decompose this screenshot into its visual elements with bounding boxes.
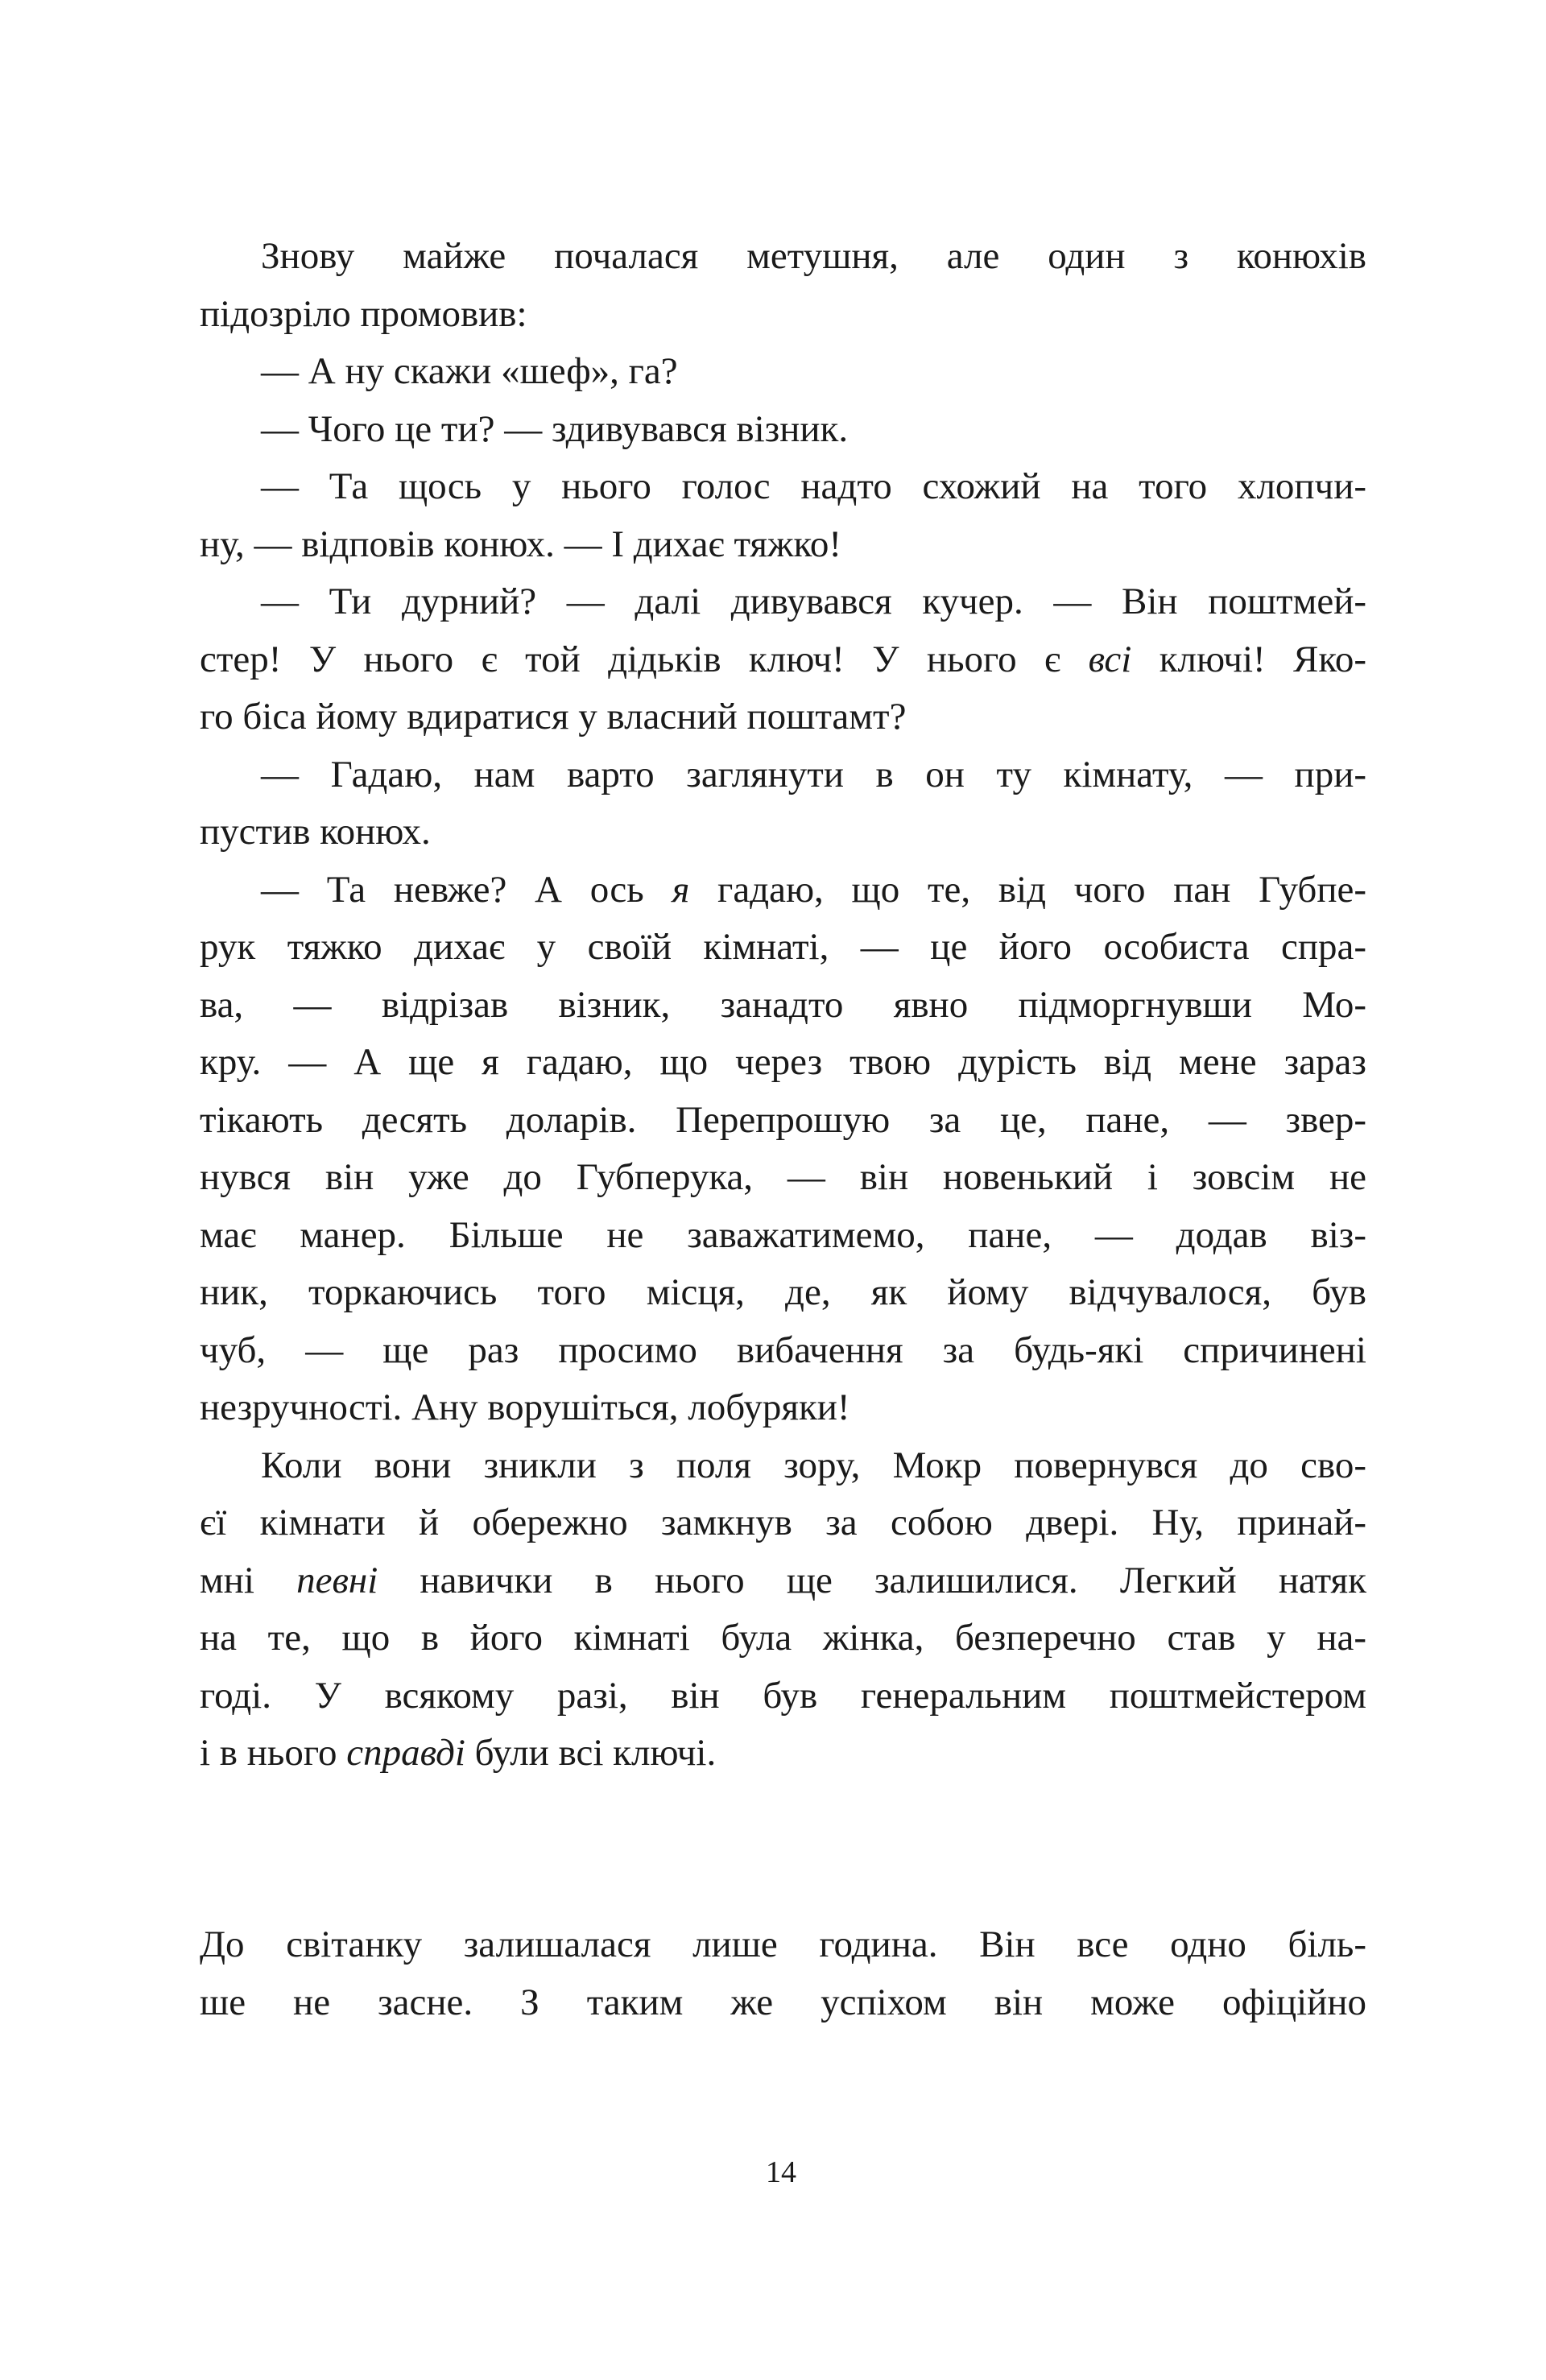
text-segment: рук тяжко дихає у своїй кімнаті, — це його особиста спра- — [200, 926, 1366, 968]
text-line — [200, 977, 1366, 1035]
text-segment: на те, що в його кімнаті була жінка, безперечно став у на- — [200, 1617, 1366, 1659]
text-segment: пустив конюх. — [200, 811, 431, 853]
text-line — [200, 1379, 1366, 1437]
text-line — [200, 1667, 1366, 1725]
text-segment: нувся він уже до Губперука, — він новенький і зовсім не — [200, 1156, 1366, 1198]
text-segment: має манер. Більше не заважатимемо, пане, — додав віз- — [200, 1213, 1366, 1256]
text-segment: — Та невже? А ось — [261, 868, 672, 911]
text-segment: Знову майже почалася метушня, але один з конюхів — [261, 235, 1366, 277]
text-segment: єї кімнати й обережно замкнув за собою двері. Ну, принай- — [200, 1502, 1366, 1543]
text-segment: До світанку залишалася лише година. Він все одно біль- — [200, 1923, 1366, 1965]
text-segment: го біса йому вдиратися у власний поштамт? — [200, 696, 907, 738]
text-segment: ключі! Яко- — [1131, 638, 1367, 680]
text-segment: і в нього — [200, 1732, 347, 1774]
text-line — [200, 631, 1366, 689]
text-line — [200, 862, 1366, 919]
italic-text: я — [672, 868, 690, 911]
italic-text: справді — [346, 1732, 465, 1774]
text-line — [200, 804, 1366, 862]
text-section-2 — [200, 1916, 1366, 2031]
text-segment: стер! У нього є той дідьків ключ! У нього є — [200, 638, 1089, 680]
text-line — [200, 1207, 1366, 1265]
text-line — [200, 1437, 1366, 1495]
text-line — [200, 1322, 1366, 1380]
text-segment: годі. У всякому разі, він був генеральним поштмейстером — [200, 1674, 1366, 1717]
text-segment: ва, — відрізав візник, занадто явно підморгнувши Мо- — [200, 983, 1366, 1026]
text-line — [200, 573, 1366, 631]
text-segment: — Та щось у нього голос надто схожий на того хлопчи- — [261, 465, 1366, 507]
text-line — [200, 401, 1366, 459]
text-line — [200, 688, 1366, 746]
text-segment: ну, — відповів конюх. — І дихає тяжко! — [200, 523, 842, 565]
italic-text: всі — [1088, 638, 1132, 680]
text-line — [200, 1725, 1366, 1783]
text-line — [200, 228, 1366, 286]
text-segment: навички в нього ще залишилися. Легкий натяк — [378, 1559, 1367, 1601]
text-segment: кру. — А ще я гадаю, що через твою дурість від мене зараз — [200, 1041, 1366, 1083]
text-line — [200, 1552, 1366, 1610]
text-segment: незручності. Ану ворушіться, лобуряки! — [200, 1386, 850, 1428]
text-line — [200, 1609, 1366, 1667]
text-segment: — Гадаю, нам варто заглянути в он ту кімнату, — при- — [261, 753, 1366, 795]
italic-text: певні — [296, 1559, 378, 1601]
text-section-1 — [200, 228, 1366, 1783]
text-line — [200, 1974, 1366, 2032]
text-line — [200, 919, 1366, 977]
text-segment: ше не засне. З таким же успіхом він може офіційно — [200, 1981, 1366, 2023]
text-line — [200, 1916, 1366, 1974]
text-segment: — Ти дурний? — далі дивувався кучер. — Він поштмей- — [261, 581, 1366, 622]
text-line — [200, 516, 1366, 574]
text-line — [200, 286, 1366, 344]
text-segment: тікають десять доларів. Перепрошую за це, пане, — звер- — [200, 1098, 1366, 1141]
text-segment: чуб, — ще раз просимо вибачення за будь-які спричинені — [200, 1328, 1366, 1371]
text-segment: ник, торкаючись того місця, де, як йому відчувалося, був — [200, 1271, 1366, 1313]
page-number: 14 — [766, 2155, 796, 2189]
text-segment: підозріло промовив: — [200, 292, 527, 335]
text-line — [200, 1149, 1366, 1207]
text-line — [200, 458, 1366, 516]
text-line — [200, 746, 1366, 804]
text-line — [200, 1494, 1366, 1552]
text-segment: Коли вони зникли з поля зору, Мокр повернувся до сво- — [261, 1444, 1366, 1486]
text-segment: мні — [200, 1559, 297, 1601]
text-line — [200, 1034, 1366, 1092]
text-line — [200, 1264, 1366, 1322]
text-segment: гадаю, що те, від чого пан Губпе- — [689, 868, 1367, 911]
text-segment: — А ну скажи «шеф», га? — [261, 350, 678, 392]
text-line — [200, 343, 1366, 401]
text-segment: — Чого це ти? — здивувався візник. — [261, 407, 849, 450]
text-segment: були всі ключі. — [465, 1732, 717, 1774]
text-line — [200, 1092, 1366, 1150]
